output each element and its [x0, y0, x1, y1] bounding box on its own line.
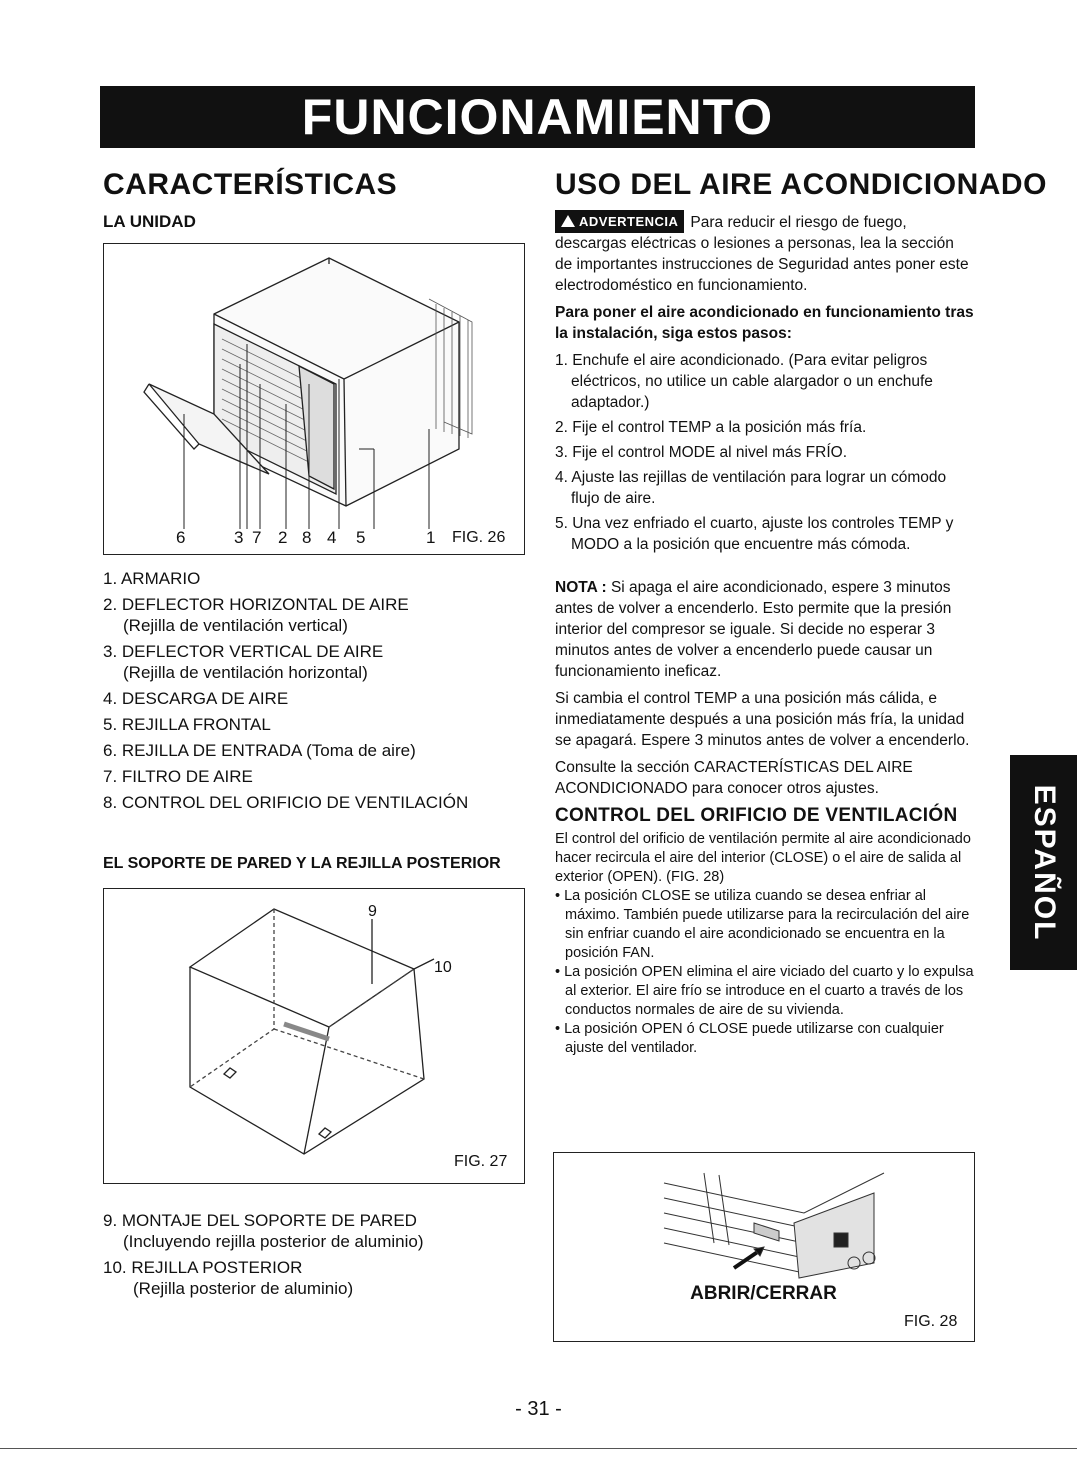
list-item: 4. DESCARGA DE AIRE [103, 689, 289, 708]
fig26-num: 6 [176, 528, 186, 547]
subheading-soporte: EL SOPORTE DE PARED Y LA REJILLA POSTERIOR [103, 855, 501, 872]
steps-intro: Para poner el aire acondicionado en funcionamiento tras la instalación, siga estos pasos: [555, 304, 974, 342]
list-item: • La posición OPEN ó CLOSE puede utilizarse con cualquier ajuste del ventilador. [555, 1021, 944, 1056]
list-item: 1. ARMARIO [103, 569, 201, 588]
language-tab: ESPAÑOL [1010, 755, 1077, 970]
list-item: 2. DEFLECTOR HORIZONTAL DE AIRE (Rejilla de ventilación vertical) [103, 595, 409, 635]
bottom-divider [0, 1448, 1077, 1449]
list-item: 9. MONTAJE DEL SOPORTE DE PARED (Incluyendo rejilla posterior de aluminio) [103, 1211, 424, 1251]
paragraph: Si cambia el control TEMP a una posición más cálida, e inmediatamente después a una posición más fría, la unidad se apagará. Espere 3 minutos antes de volver a encenderlo. [555, 690, 970, 749]
fig26-num: 4 [327, 528, 337, 547]
fig26-num: 2 [278, 528, 288, 547]
fig28-label: ABRIR/CERRAR [690, 1283, 837, 1304]
fig28-caption: FIG. 28 [904, 1313, 958, 1330]
fig27-num-9: 9 [368, 903, 377, 920]
fig26-num: 1 [426, 528, 436, 547]
figure-26 [103, 243, 525, 555]
nota-paragraph: NOTA : Si apaga el aire acondicionado, espere 3 minutos antes de volver a encenderlo. Esto permite que la presión interior del compresor se iguale. Si decide no esperar 3 minutos antes de volver a encenderlo puede causar un funcionamiento ineficaz. [555, 579, 952, 680]
paragraph: Consulte la sección CARACTERÍSTICAS DEL AIRE ACONDICIONADO para conocer otros ajustes. [555, 759, 913, 797]
heading-caracteristicas: CARACTERÍSTICAS [103, 168, 398, 201]
heading-control-orificio: CONTROL DEL ORIFICIO DE VENTILACIÓN [555, 805, 958, 826]
fig27-caption: FIG. 27 [454, 1153, 508, 1170]
vent-control-illustration [554, 1153, 973, 1303]
parts-list-2 [103, 1210, 523, 1304]
list-item: • La posición CLOSE se utiliza cuando se desea enfriar al máximo. También puede utilizarse para la recirculación del aire sin enfriar cuando el aire acondicionado se encuentra en la posición FAN. [555, 888, 970, 961]
vent-intro: El control del orificio de ventilación permite al aire acondicionado hacer recircula el aire del interior (CLOSE) o el aire de salida al exterior (OPEN). (FIG. 28) [555, 831, 971, 885]
list-item: 2. Fije el control TEMP a la posición más fría. [555, 419, 867, 436]
ac-unit-illustration [104, 244, 523, 553]
list-item: 3. Fije el control MODE al nivel más FRÍO. [555, 444, 847, 461]
heading-uso: USO DEL AIRE ACONDICIONADO [555, 168, 1047, 201]
section-banner: FUNCIONAMIENTO [100, 86, 975, 148]
list-item: 5. REJILLA FRONTAL [103, 715, 271, 734]
vent-bullets [555, 887, 975, 1058]
warning-paragraph: ADVERTENCIA Para reducir el riesgo de fuego, descargas eléctricas o lesiones a personas, lea la sección de importantes instrucciones de Seguridad antes poner este electrodoméstico en funcionamiento. [555, 210, 975, 296]
wall-sleeve-illustration [104, 889, 523, 1182]
list-item: • La posición OPEN elimina el aire viciado del cuarto y lo expulsa al exterior. El aire frío se introduce en el cuarto a través de los conductos normales de aire de su vivienda. [555, 964, 974, 1018]
fig26-num: 5 [356, 528, 366, 547]
list-item: 3. DEFLECTOR VERTICAL DE AIRE (Rejilla de ventilación horizontal) [103, 642, 384, 682]
list-item: 8. CONTROL DEL ORIFICIO DE VENTILACIÓN [103, 793, 469, 812]
warning-badge: ADVERTENCIA [555, 210, 684, 233]
page-number: - 31 - [515, 1398, 562, 1420]
fig26-num: 7 [252, 528, 262, 547]
list-item: 6. REJILLA DE ENTRADA (Toma de aire) [103, 741, 416, 760]
subheading-la-unidad: LA UNIDAD [103, 212, 196, 231]
parts-list [103, 568, 523, 818]
list-item: 5. Una vez enfriado el cuarto, ajuste los controles TEMP y MODO a la posición que encuentre más cómoda. [555, 515, 954, 553]
list-item: 1. Enchufe el aire acondicionado. (Para evitar peligros eléctricos, no utilice un cable alargador o un enchufe adaptador.) [555, 352, 933, 411]
figure-27 [103, 888, 525, 1184]
list-item: 7. FILTRO DE AIRE [103, 767, 253, 786]
list-item: 4. Ajuste las rejillas de ventilación para lograr un cómodo flujo de aire. [555, 469, 947, 507]
fig27-num-10: 10 [434, 959, 452, 976]
fig26-num: 3 [234, 528, 244, 547]
figure-28 [553, 1152, 975, 1342]
list-item: 10. REJILLA POSTERIOR (Rejilla posterior de aluminio) [103, 1258, 354, 1298]
warning-icon [561, 215, 575, 227]
steps-list [555, 350, 975, 555]
right-column [555, 210, 975, 1058]
fig26-caption: FIG. 26 [452, 529, 506, 546]
fig26-num: 8 [302, 528, 312, 547]
